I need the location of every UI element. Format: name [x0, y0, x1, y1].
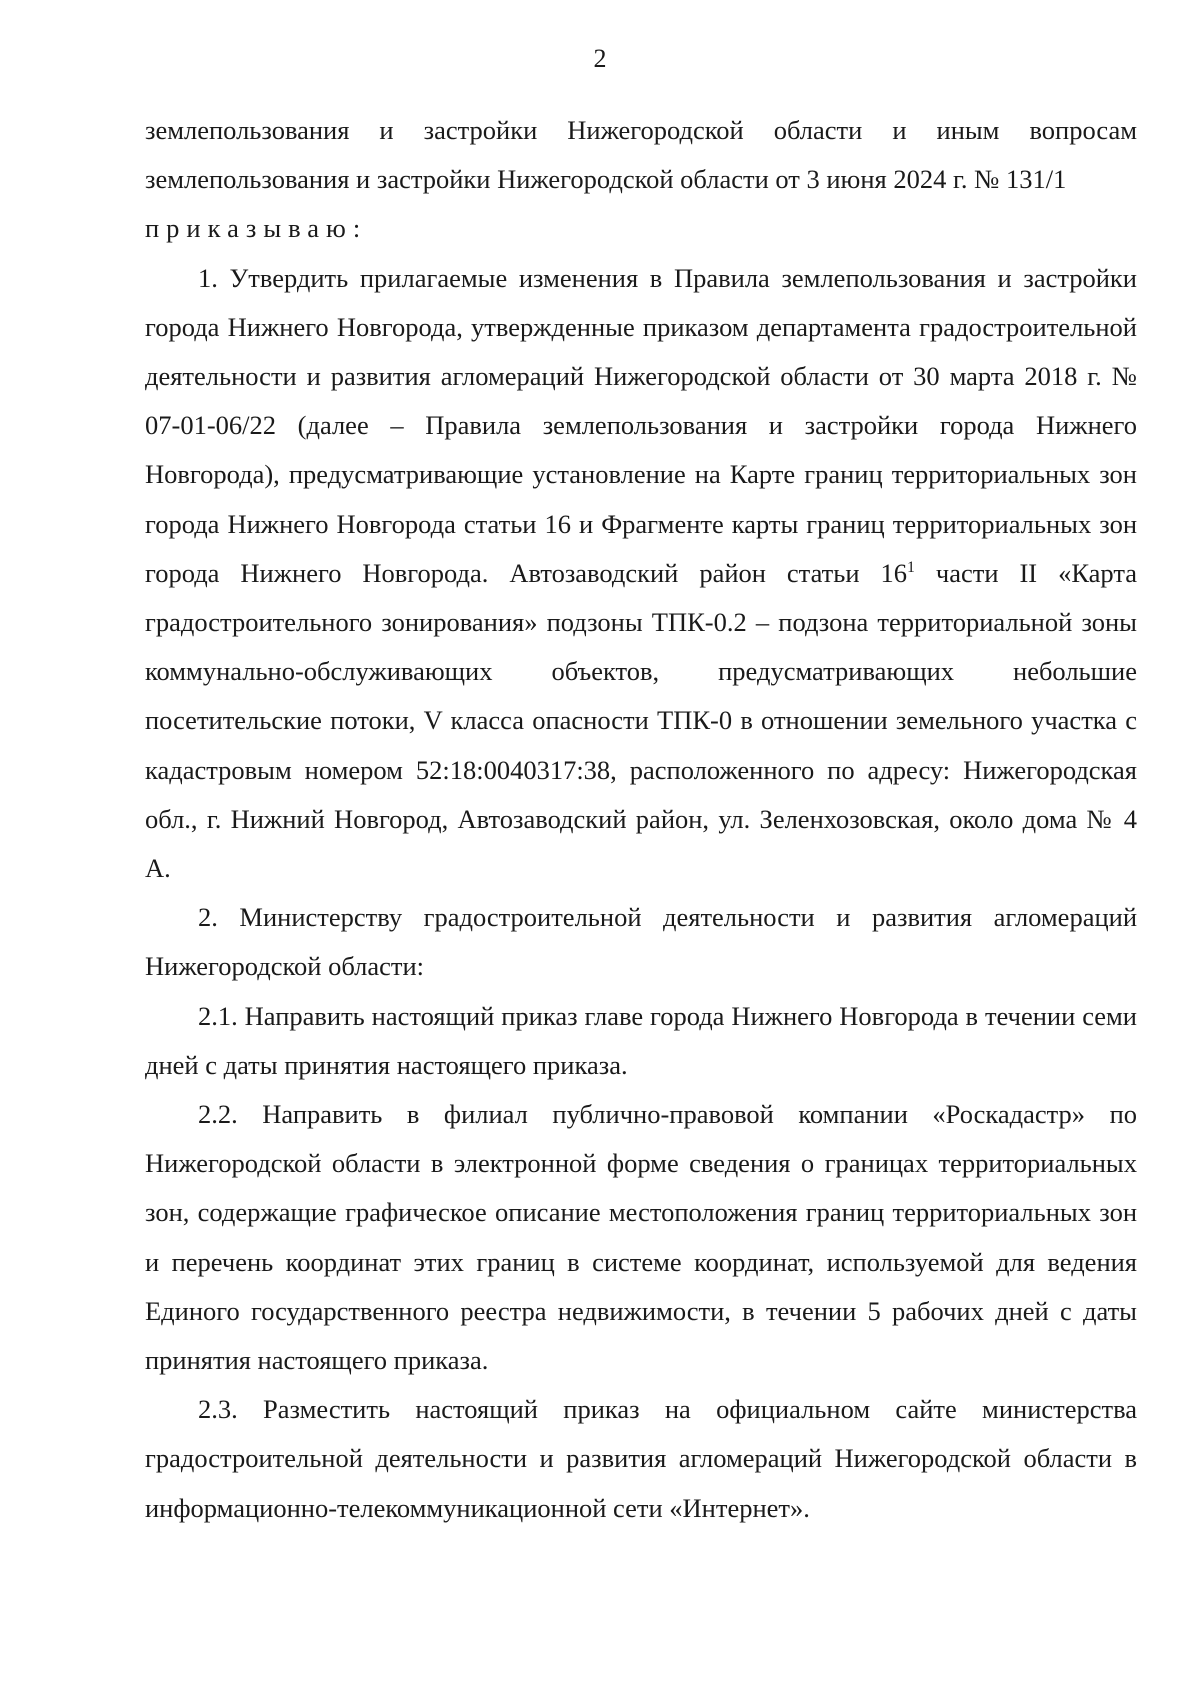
page-number: 2	[593, 44, 607, 73]
intro-paragraph: землепользования и застройки Нижегородской области и иным вопросам землепользования и застройки Нижегородской области от 3 июня 2024 г. № 131/1	[145, 115, 1137, 195]
item-1-paragraph	[145, 254, 1137, 894]
item-1-superscript: 1	[906, 559, 915, 576]
decree-word: приказываю:	[145, 213, 368, 244]
item-2-paragraph: 2. Министерству градостроительной деятельности и развития агломераций Нижегородской области:	[145, 902, 1137, 982]
document-body	[145, 106, 1137, 1533]
item-2-2-paragraph: 2.2. Направить в филиал публично-правовой компании «Роскадастр» по Нижегородской области в электронной форме сведения о границах территориальных зон, содержащие графическое описание местоположения границ территориальных зон и перечень координат этих границ в системе координат, используемой для ведения Единого государственного реестра недвижимости, в течении 5 рабочих дней с даты принятия настоящего приказа.	[145, 1099, 1137, 1376]
item-2-1-paragraph: 2.1. Направить настоящий приказ главе города Нижнего Новгорода в течении семи дней с даты принятия настоящего приказа.	[145, 1000, 1137, 1080]
item-1-text-continued: части II «Карта градостроительного зонирования» подзоны ТПК-0.2 – подзона территориальной зоны коммунально-обслуживающих объектов, предусматривающих небольшие посетительские потоки, V класса опасности ТПК-0 в отношении земельного участка с кадастровым номером 52:18:0040317:38, расположенного по адресу: Нижегородская обл., г. Нижний Новгород, Автозаводский район, ул. Зеленхозовская, около дома № 4 А.	[145, 557, 1137, 884]
item-1-text: 1. Утвердить прилагаемые изменения в Правила землепользования и застройки города Нижнего Новгорода, утвержденные приказом департамента градостроительной деятельности и развития агломераций Нижегородской области от 30 марта 2018 г. № 07-01-06/22 (далее – Правила землепользования и застройки города Нижнего Новгорода), предусматривающие установление на Карте границ территориальных зон города Нижнего Новгорода статьи 16 и Фрагменте карты границ территориальных зон города Нижнего Новгорода. Автозаводский район статьи 16	[145, 262, 1137, 588]
item-2-3-paragraph: 2.3. Разместить настоящий приказ на официальном сайте министерства градостроительной деятельности и развития агломераций Нижегородской области в информационно-телекоммуникационной сети «Интернет».	[145, 1394, 1137, 1523]
